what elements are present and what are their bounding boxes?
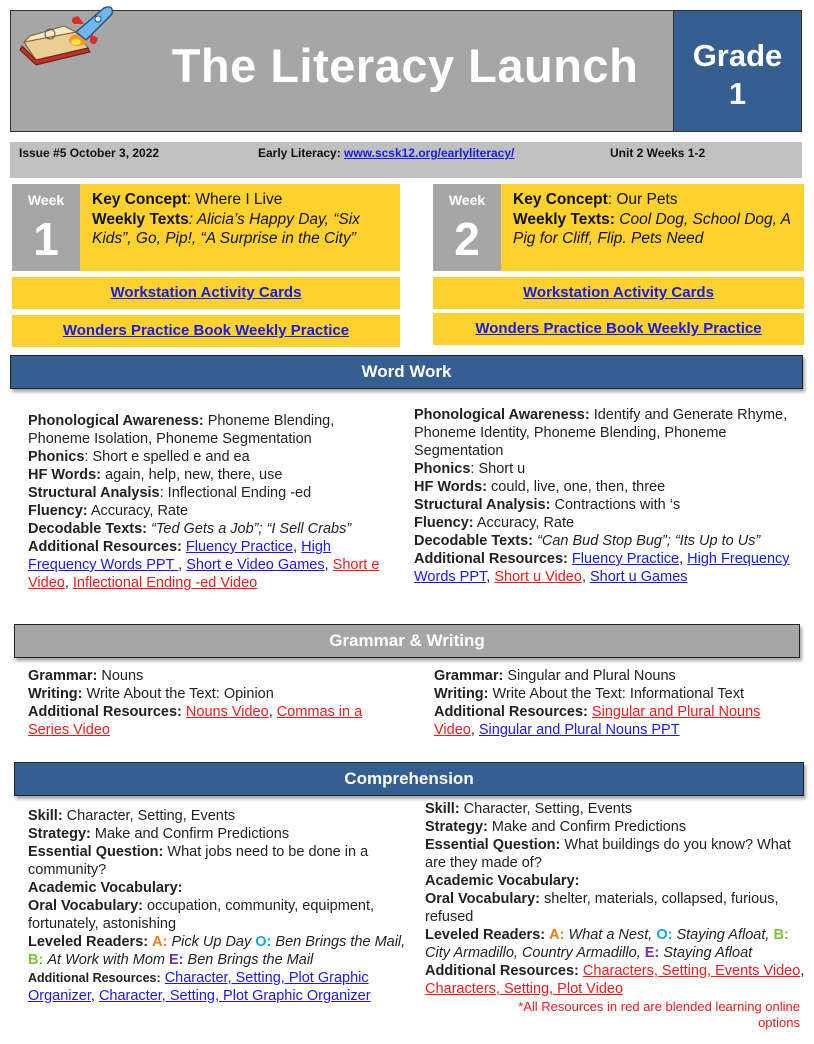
value: Accuracy, Rate (473, 515, 575, 531)
label: Skill: (28, 808, 63, 824)
label: Phonics (414, 461, 471, 477)
value: Singular and Plural Nouns (503, 668, 676, 684)
singular-plural-ppt-link[interactable]: Singular and Plural Nouns PPT (478, 722, 680, 738)
label: Phonological Awareness: (28, 413, 204, 429)
workstation-activity-cards-link[interactable]: Workstation Activity Cards (110, 284, 302, 301)
week-number-badge (12, 184, 80, 271)
label: Additional Resources: (414, 551, 568, 567)
value: “Can Bud Stop Bug”; “Its Up to Us” (533, 533, 761, 549)
weekly-texts-label: Weekly Texts (92, 210, 189, 228)
label: Leveled Readers: (425, 927, 546, 943)
week-2-card (433, 184, 804, 271)
grade-badge (673, 10, 802, 132)
weekly-texts: Cool Dog, School Dog, A Pig for Cliff, Flip. Pets Need (513, 210, 791, 247)
unit-info: Unit 2 Weeks 1-2 (610, 146, 706, 160)
level-a-label: A: (549, 927, 565, 943)
newsletter-title: The Literacy Launch (171, 39, 639, 92)
practice-book-box-week-1 (12, 315, 400, 347)
footnote: *All Resources in red are blended learning online options (518, 999, 800, 1030)
value: Character, Setting, Events (459, 801, 633, 817)
level-o-label: O: (255, 934, 272, 950)
graphic-organizer-link[interactable]: Character, Setting, Plot Graphic Organizer (28, 970, 369, 1004)
value: Phoneme Blending, Phoneme Isolation, Phoneme Segmentation (28, 413, 335, 447)
nouns-video-link[interactable]: Nouns Video (185, 704, 269, 720)
word-work-week-2: Phonological Awareness: Identify and Generate Rhyme, Phoneme Identity, Phoneme Blending, Phoneme Segmentation Phonics: Short u HF Words: could, live, one, then, three Structural Analysis: Contractions with ‘s Fluency: Accuracy, Rate Decodable Texts: “Can Bud Stop Bug”; “Its Up to Us” Additional Resources: Fluency Practice, High Frequency Words PPT, Short u Video, Short u Games (414, 407, 790, 585)
week-1-card (12, 184, 400, 271)
level-b-label: B: (28, 952, 44, 968)
weekly-texts-label: Weekly Texts: (513, 210, 615, 228)
value: occupation, community, equipment, fortunately, astonishing (28, 898, 375, 932)
level-e-label: E: (644, 945, 660, 961)
wonders-practice-book-link[interactable]: Wonders Practice Book Weekly Practice (62, 322, 350, 339)
value: : Short e spelled e and ea (84, 449, 250, 465)
value: Contractions with ‘s (550, 497, 681, 513)
characters-events-video-link[interactable]: Characters, Setting, Events Video (582, 963, 801, 979)
label: Decodable Texts: (28, 521, 147, 537)
fluency-practice-link[interactable]: Fluency Practice (185, 539, 294, 555)
early-literacy-label: Early Literacy: (258, 146, 345, 160)
fluency-practice-link[interactable]: Fluency Practice (571, 551, 680, 567)
value: Staying Afloat (663, 945, 753, 961)
label: Oral Vocabulary: (28, 898, 143, 914)
key-concept: : Our Pets (607, 191, 678, 208)
value: : Inflectional Ending -ed (159, 485, 312, 501)
inflectional-ending-video-link[interactable]: Inflectional Ending -ed Video (72, 575, 258, 591)
workstation-cards-box-week-1 (12, 277, 400, 309)
workstation-cards-box-week-2 (433, 277, 804, 309)
value: : Short u (470, 461, 526, 477)
section-header-comprehension: Comprehension (14, 762, 804, 796)
commas-video-link[interactable]: Commas in a Series Video (28, 704, 363, 738)
rocket-book-logo-icon (16, 2, 136, 68)
value: What a Nest, (568, 927, 653, 943)
value: What jobs need to be done in a community? (28, 844, 369, 878)
value: shelter, materials, collapsed, furious, refused (425, 891, 779, 925)
comprehension-week-2: Skill: Character, Setting, Events Strategy: Make and Confirm Predictions Essential Question: What buildings do you know? What are they made of? Academic Vocabulary: Oral Vocabulary: shelter, materials, collapsed, furious, refused Leveled Readers: A: What a Nest, O: Staying Afloat, B: City Armadillo, Country Armadillo, E: Staying Afloat Additional Resources: Characters, Setting, Events Video, Characters, Setting, Plot Video (425, 801, 805, 997)
week-label: Week (27, 192, 65, 208)
grammar-week-1: Grammar: Nouns Writing: Write About the Text: Opinion Additional Resources: Nouns Video, Commas in a Series Video (28, 668, 363, 738)
key-concept-label: Key Concept (513, 191, 608, 208)
value: Ben Brings the Mail (187, 952, 314, 968)
label: Strategy: (425, 819, 488, 835)
grammar-week-2: Grammar: Singular and Plural Nouns Writing: Write About the Text: Informational Text Additional Resources: Singular and Plural Nouns Video, Singular and Plural Nouns PPT (434, 668, 761, 738)
label: Additional Resources: (28, 704, 182, 720)
label: Fluency: (28, 503, 88, 519)
label: Essential Question: (28, 844, 164, 860)
label: Oral Vocabulary: (425, 891, 540, 907)
value: Accuracy, Rate (87, 503, 189, 519)
label: Academic Vocabulary: (425, 873, 580, 889)
label: Additional Resources: (28, 539, 182, 555)
hf-words-ppt-link[interactable]: High Frequency Words PPT (28, 539, 331, 573)
label: Decodable Texts: (414, 533, 533, 549)
value: could, live, one, then, three (487, 479, 666, 495)
value: City Armadillo, Country Armadillo, (425, 945, 641, 961)
value: Make and Confirm Predictions (90, 826, 290, 842)
label: Strategy: (28, 826, 91, 842)
value: Pick Up Day (171, 934, 252, 950)
value: What buildings do you know? What are they made of? (425, 837, 791, 871)
level-e-label: E: (169, 952, 184, 968)
characters-plot-video-link[interactable]: Characters, Setting, Plot Video (425, 981, 624, 997)
label: Additional Resources: (425, 963, 579, 979)
value: Write About the Text: Opinion (82, 686, 274, 702)
value: Staying Afloat, (676, 927, 770, 943)
label: Essential Question: (425, 837, 561, 853)
word-work-week-1: Phonological Awareness: Phoneme Blending, Phoneme Isolation, Phoneme Segmentation Phonics: Short e spelled e and ea HF Words: again, help, new, there, use Structural Analysis: Inflectional Ending -ed Fluency: Accuracy, Rate Decodable Texts: “Ted Gets a Job”; “I Sell Crabs” Additional Resources: Fluency Practice, High Frequency Words PPT , Short e Video Games, Short e Video, Inflectional Ending -ed Video (28, 413, 380, 591)
hf-words-ppt-link[interactable]: High Frequency Words PPT (414, 551, 790, 585)
grade-label: Grade (692, 38, 783, 73)
practice-book-box-week-2 (433, 313, 804, 345)
label: Academic Vocabulary: (28, 880, 183, 896)
comprehension-week-1: Skill: Character, Setting, Events Strategy: Make and Confirm Predictions Essential Question: What jobs need to be done in a community? Academic Vocabulary: Oral Vocabulary: occupation, community, equipment, fortunately, astonishing Leveled Readers: A: Pick Up Day O: Ben Brings the Mail, B: At Work with Mom E: Ben Brings the Mail Additional Resources: Character, Setting, Plot Graphic Organizer, Character, Setting, Plot Graphic Organizer (28, 808, 406, 1004)
value: Identify and Generate Rhyme, Phoneme Identity, Phoneme Blending, Phoneme Segmentation (414, 407, 788, 459)
issue-info-bar (10, 142, 802, 178)
label: HF Words: (414, 479, 488, 495)
early-literacy-info (258, 146, 514, 160)
grade-value: 1 (728, 76, 747, 111)
week-summary (92, 190, 394, 249)
value: At Work with Mom (47, 952, 165, 968)
section-header-grammar-writing: Grammar & Writing (14, 624, 800, 658)
week-summary (513, 190, 798, 249)
early-literacy-link[interactable]: www.scsk12.org/earlyliteracy/ (344, 146, 515, 160)
label: Leveled Readers: (28, 934, 149, 950)
workstation-activity-cards-link[interactable]: Workstation Activity Cards (523, 284, 714, 301)
label: Additional Resources: (434, 704, 588, 720)
short-e-video-games-link[interactable]: Short e Video Games (186, 557, 325, 573)
short-e-video-link[interactable]: Short e Video (28, 557, 380, 591)
level-b-label: B: (773, 927, 789, 943)
value: Write About the Text: Informational Text (488, 686, 744, 702)
label: Skill: (425, 801, 460, 817)
label: Structural Analysis: (414, 497, 551, 513)
value: Nouns (97, 668, 144, 684)
weekly-texts: : Alicia’s Happy Day, “Six Kids”, Go, Pip!, “A Surprise in the City” (92, 210, 360, 247)
week-label: Week (448, 192, 486, 208)
value: Make and Confirm Predictions (487, 819, 687, 835)
label: Grammar: (434, 668, 504, 684)
graphic-organizer-link-2[interactable]: Character, Setting, Plot Graphic Organizer (98, 988, 371, 1004)
value: Character, Setting, Events (62, 808, 236, 824)
label: Grammar: (28, 668, 98, 684)
section-header-word-work: Word Work (10, 355, 803, 389)
short-u-games-link[interactable]: Short u Games (590, 569, 688, 585)
key-concept-label: Key Concept (92, 191, 187, 208)
label: Writing: (434, 686, 489, 702)
singular-plural-video-link[interactable]: Singular and Plural Nouns Video (434, 704, 761, 738)
label: Structural Analysis (28, 485, 160, 501)
label: Fluency: (414, 515, 474, 531)
label: Phonological Awareness: (414, 407, 590, 423)
label: HF Words: (28, 467, 102, 483)
wonders-practice-book-link[interactable]: Wonders Practice Book Weekly Practice (475, 320, 762, 337)
label: Additional Resources: (28, 971, 161, 985)
level-o-label: O: (656, 927, 673, 943)
short-u-video-link[interactable]: Short u Video (494, 569, 582, 585)
issue-date: Issue #5 October 3, 2022 (19, 146, 160, 160)
key-concept: : Where I Live (186, 191, 283, 208)
level-a-label: A: (152, 934, 168, 950)
week-number-badge (433, 184, 501, 271)
value: “Ted Gets a Job”; “I Sell Crabs” (147, 521, 352, 537)
value: again, help, new, there, use (101, 467, 283, 483)
label: Phonics (28, 449, 85, 465)
week-number: 1 (33, 213, 59, 265)
label: Writing: (28, 686, 83, 702)
week-number: 2 (454, 213, 480, 265)
value: Ben Brings the Mail, (275, 934, 406, 950)
